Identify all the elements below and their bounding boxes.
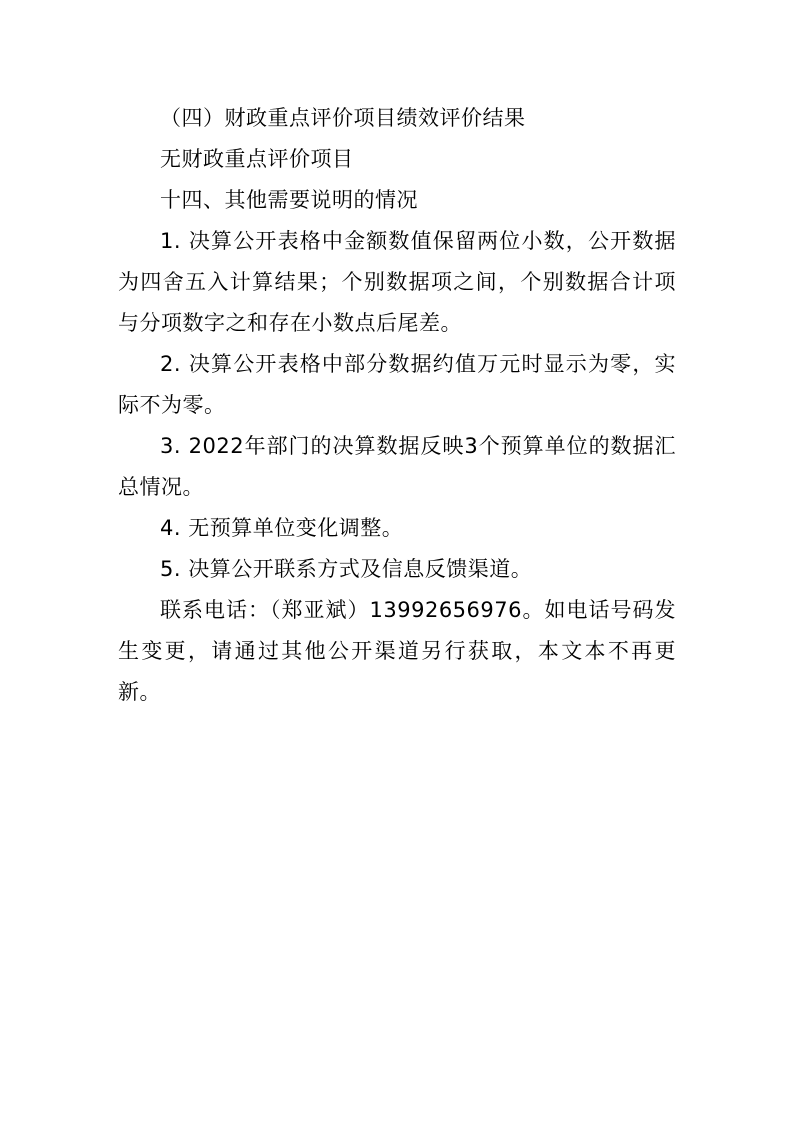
document-body xyxy=(118,98,676,713)
section-heading-other-notes: 十四、其他需要说明的情况 xyxy=(160,188,418,212)
note-item-2: 2. 决算公开表格中部分数据约值万元时显示为零，实际不为零。 xyxy=(118,352,676,417)
note-item-3: 3. 2022年部门的决算数据反映3个预算单位的数据汇总情况。 xyxy=(118,434,676,499)
no-key-evaluation-projects-text: 无财政重点评价项目 xyxy=(160,147,354,171)
contact-phone-text: 联系电话：（郑亚斌）13992656976。如电话号码发生变更，请通过其他公开渠道另行获取，本文本不再更新。 xyxy=(118,598,676,704)
note-item-1: 1. 决算公开表格中金额数值保留两位小数，公开数据为四舍五入计算结果；个别数据项之间，个别数据合计项与分项数字之和存在小数点后尾差。 xyxy=(118,229,676,335)
note-item-4: 4. 无预算单位变化调整。 xyxy=(160,516,404,540)
note-item-5: 5. 决算公开联系方式及信息反馈渠道。 xyxy=(160,557,533,581)
section-heading-performance-results: （四）财政重点评价项目绩效评价结果 xyxy=(160,106,526,130)
